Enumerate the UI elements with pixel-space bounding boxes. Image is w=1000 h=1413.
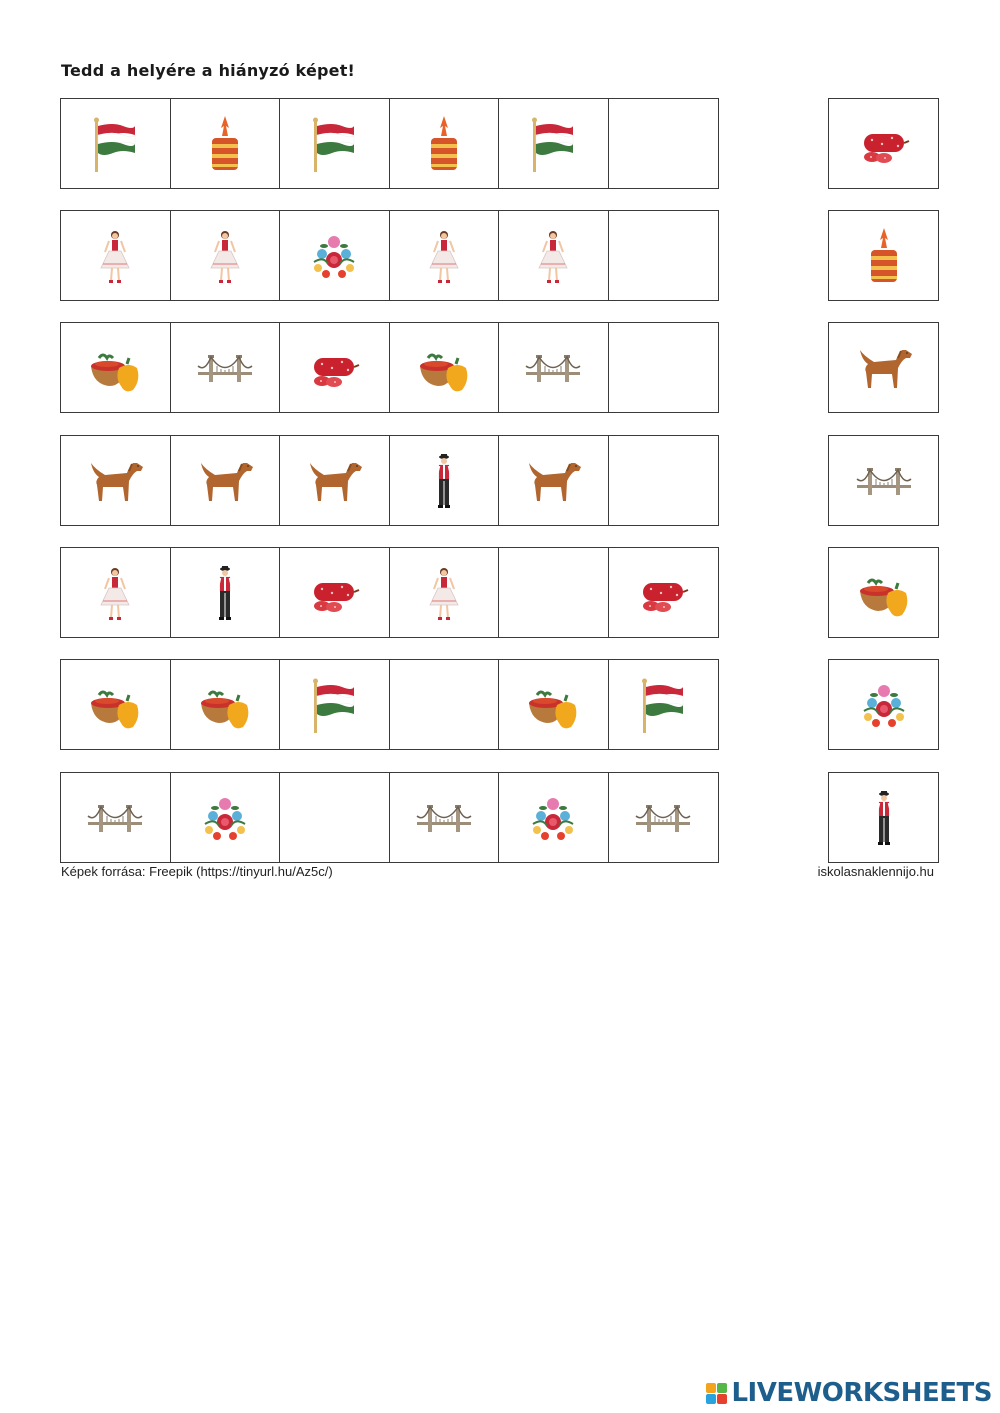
sequence-cell — [609, 548, 719, 637]
folk-dancer-woman-icon — [414, 226, 474, 286]
hungarian-flag-icon — [85, 114, 145, 174]
chain-bridge-icon — [195, 338, 255, 398]
chain-bridge-icon — [633, 788, 693, 848]
sequence-cell — [390, 548, 500, 637]
salami-icon — [854, 114, 914, 174]
sequence-row — [60, 772, 719, 863]
drop-target-cell[interactable] — [609, 323, 719, 412]
folk-dancer-woman-icon — [195, 226, 255, 286]
paprika-bowl-icon — [414, 338, 474, 398]
sequence-cell — [280, 436, 390, 525]
drop-target-cell[interactable] — [609, 99, 719, 188]
sequence-cell — [280, 323, 390, 412]
kalocsa-flower-icon — [523, 788, 583, 848]
sequence-cell — [171, 323, 281, 412]
site-credit: iskolasnaklennijo.hu — [817, 864, 934, 879]
hungarian-flag-icon — [304, 675, 364, 735]
hungarian-flag-icon — [633, 675, 693, 735]
paprika-bowl-icon — [523, 675, 583, 735]
sequence-cell — [171, 660, 281, 749]
kalocsa-flower-icon — [304, 226, 364, 286]
sequence-row — [60, 547, 719, 638]
sequence-cell — [499, 323, 609, 412]
sequence-cell — [171, 436, 281, 525]
sequence-row — [60, 322, 719, 413]
chimney-cake-icon — [195, 114, 255, 174]
folk-dancer-woman-icon — [414, 563, 474, 623]
vizsla-dog-icon — [304, 451, 364, 511]
sequence-cell — [499, 660, 609, 749]
folk-dancer-woman-icon — [85, 226, 145, 286]
sequence-cell — [609, 660, 719, 749]
draggable-option[interactable] — [828, 210, 939, 301]
sequence-row — [60, 435, 719, 526]
sequence-cell — [61, 99, 171, 188]
sequence-cell — [61, 660, 171, 749]
kalocsa-flower-icon — [854, 675, 914, 735]
sequence-cell — [61, 211, 171, 300]
folk-dancer-man-icon — [414, 451, 474, 511]
sequence-cell — [171, 211, 281, 300]
sequence-cell — [61, 436, 171, 525]
sequence-cell — [499, 211, 609, 300]
sequence-row — [60, 659, 719, 750]
paprika-bowl-icon — [85, 338, 145, 398]
paprika-bowl-icon — [195, 675, 255, 735]
sequence-row — [60, 98, 719, 189]
drop-target-cell[interactable] — [280, 773, 390, 862]
chimney-cake-icon — [854, 226, 914, 286]
folk-dancer-man-icon — [854, 788, 914, 848]
paprika-bowl-icon — [854, 563, 914, 623]
sequence-cell — [609, 773, 719, 862]
salami-icon — [633, 563, 693, 623]
drop-target-cell[interactable] — [499, 548, 609, 637]
sequence-cell — [280, 99, 390, 188]
draggable-option[interactable] — [828, 435, 939, 526]
chimney-cake-icon — [414, 114, 474, 174]
sequence-cell — [171, 773, 281, 862]
liveworksheets-wordmark: LIVEWORKSHEETS — [731, 1378, 992, 1408]
chain-bridge-icon — [523, 338, 583, 398]
folk-dancer-man-icon — [195, 563, 255, 623]
hungarian-flag-icon — [523, 114, 583, 174]
hungarian-flag-icon — [304, 114, 364, 174]
sequence-cell — [280, 660, 390, 749]
sequence-cell — [280, 211, 390, 300]
sequence-cell — [280, 548, 390, 637]
sequence-cell — [390, 436, 500, 525]
vizsla-dog-icon — [854, 338, 914, 398]
folk-dancer-woman-icon — [85, 563, 145, 623]
salami-icon — [304, 563, 364, 623]
sequence-cell — [61, 323, 171, 412]
drop-target-cell[interactable] — [390, 660, 500, 749]
image-source-note: Képek forrása: Freepik (https://tinyurl.hu/Az5c/) — [61, 864, 333, 879]
instruction-text: Tedd a helyére a hiányzó képet! — [61, 61, 356, 80]
draggable-option[interactable] — [828, 547, 939, 638]
draggable-option[interactable] — [828, 772, 939, 863]
chain-bridge-icon — [85, 788, 145, 848]
kalocsa-flower-icon — [195, 788, 255, 848]
paprika-bowl-icon — [85, 675, 145, 735]
folk-dancer-woman-icon — [523, 226, 583, 286]
vizsla-dog-icon — [195, 451, 255, 511]
drop-target-cell[interactable] — [609, 211, 719, 300]
sequence-row — [60, 210, 719, 301]
liveworksheets-badge-icon — [706, 1383, 727, 1404]
sequence-cell — [390, 211, 500, 300]
drop-target-cell[interactable] — [609, 436, 719, 525]
sequence-cell — [499, 773, 609, 862]
draggable-option[interactable] — [828, 322, 939, 413]
sequence-cell — [171, 99, 281, 188]
salami-icon — [304, 338, 364, 398]
sequence-cell — [390, 323, 500, 412]
chain-bridge-icon — [414, 788, 474, 848]
sequence-cell — [499, 436, 609, 525]
vizsla-dog-icon — [85, 451, 145, 511]
chain-bridge-icon — [854, 451, 914, 511]
vizsla-dog-icon — [523, 451, 583, 511]
sequence-cell — [499, 99, 609, 188]
liveworksheets-logo — [706, 1378, 992, 1408]
sequence-cell — [61, 548, 171, 637]
sequence-cell — [61, 773, 171, 862]
sequence-cell — [390, 773, 500, 862]
sequence-cell — [171, 548, 281, 637]
draggable-option[interactable] — [828, 98, 939, 189]
draggable-option[interactable] — [828, 659, 939, 750]
sequence-cell — [390, 99, 500, 188]
